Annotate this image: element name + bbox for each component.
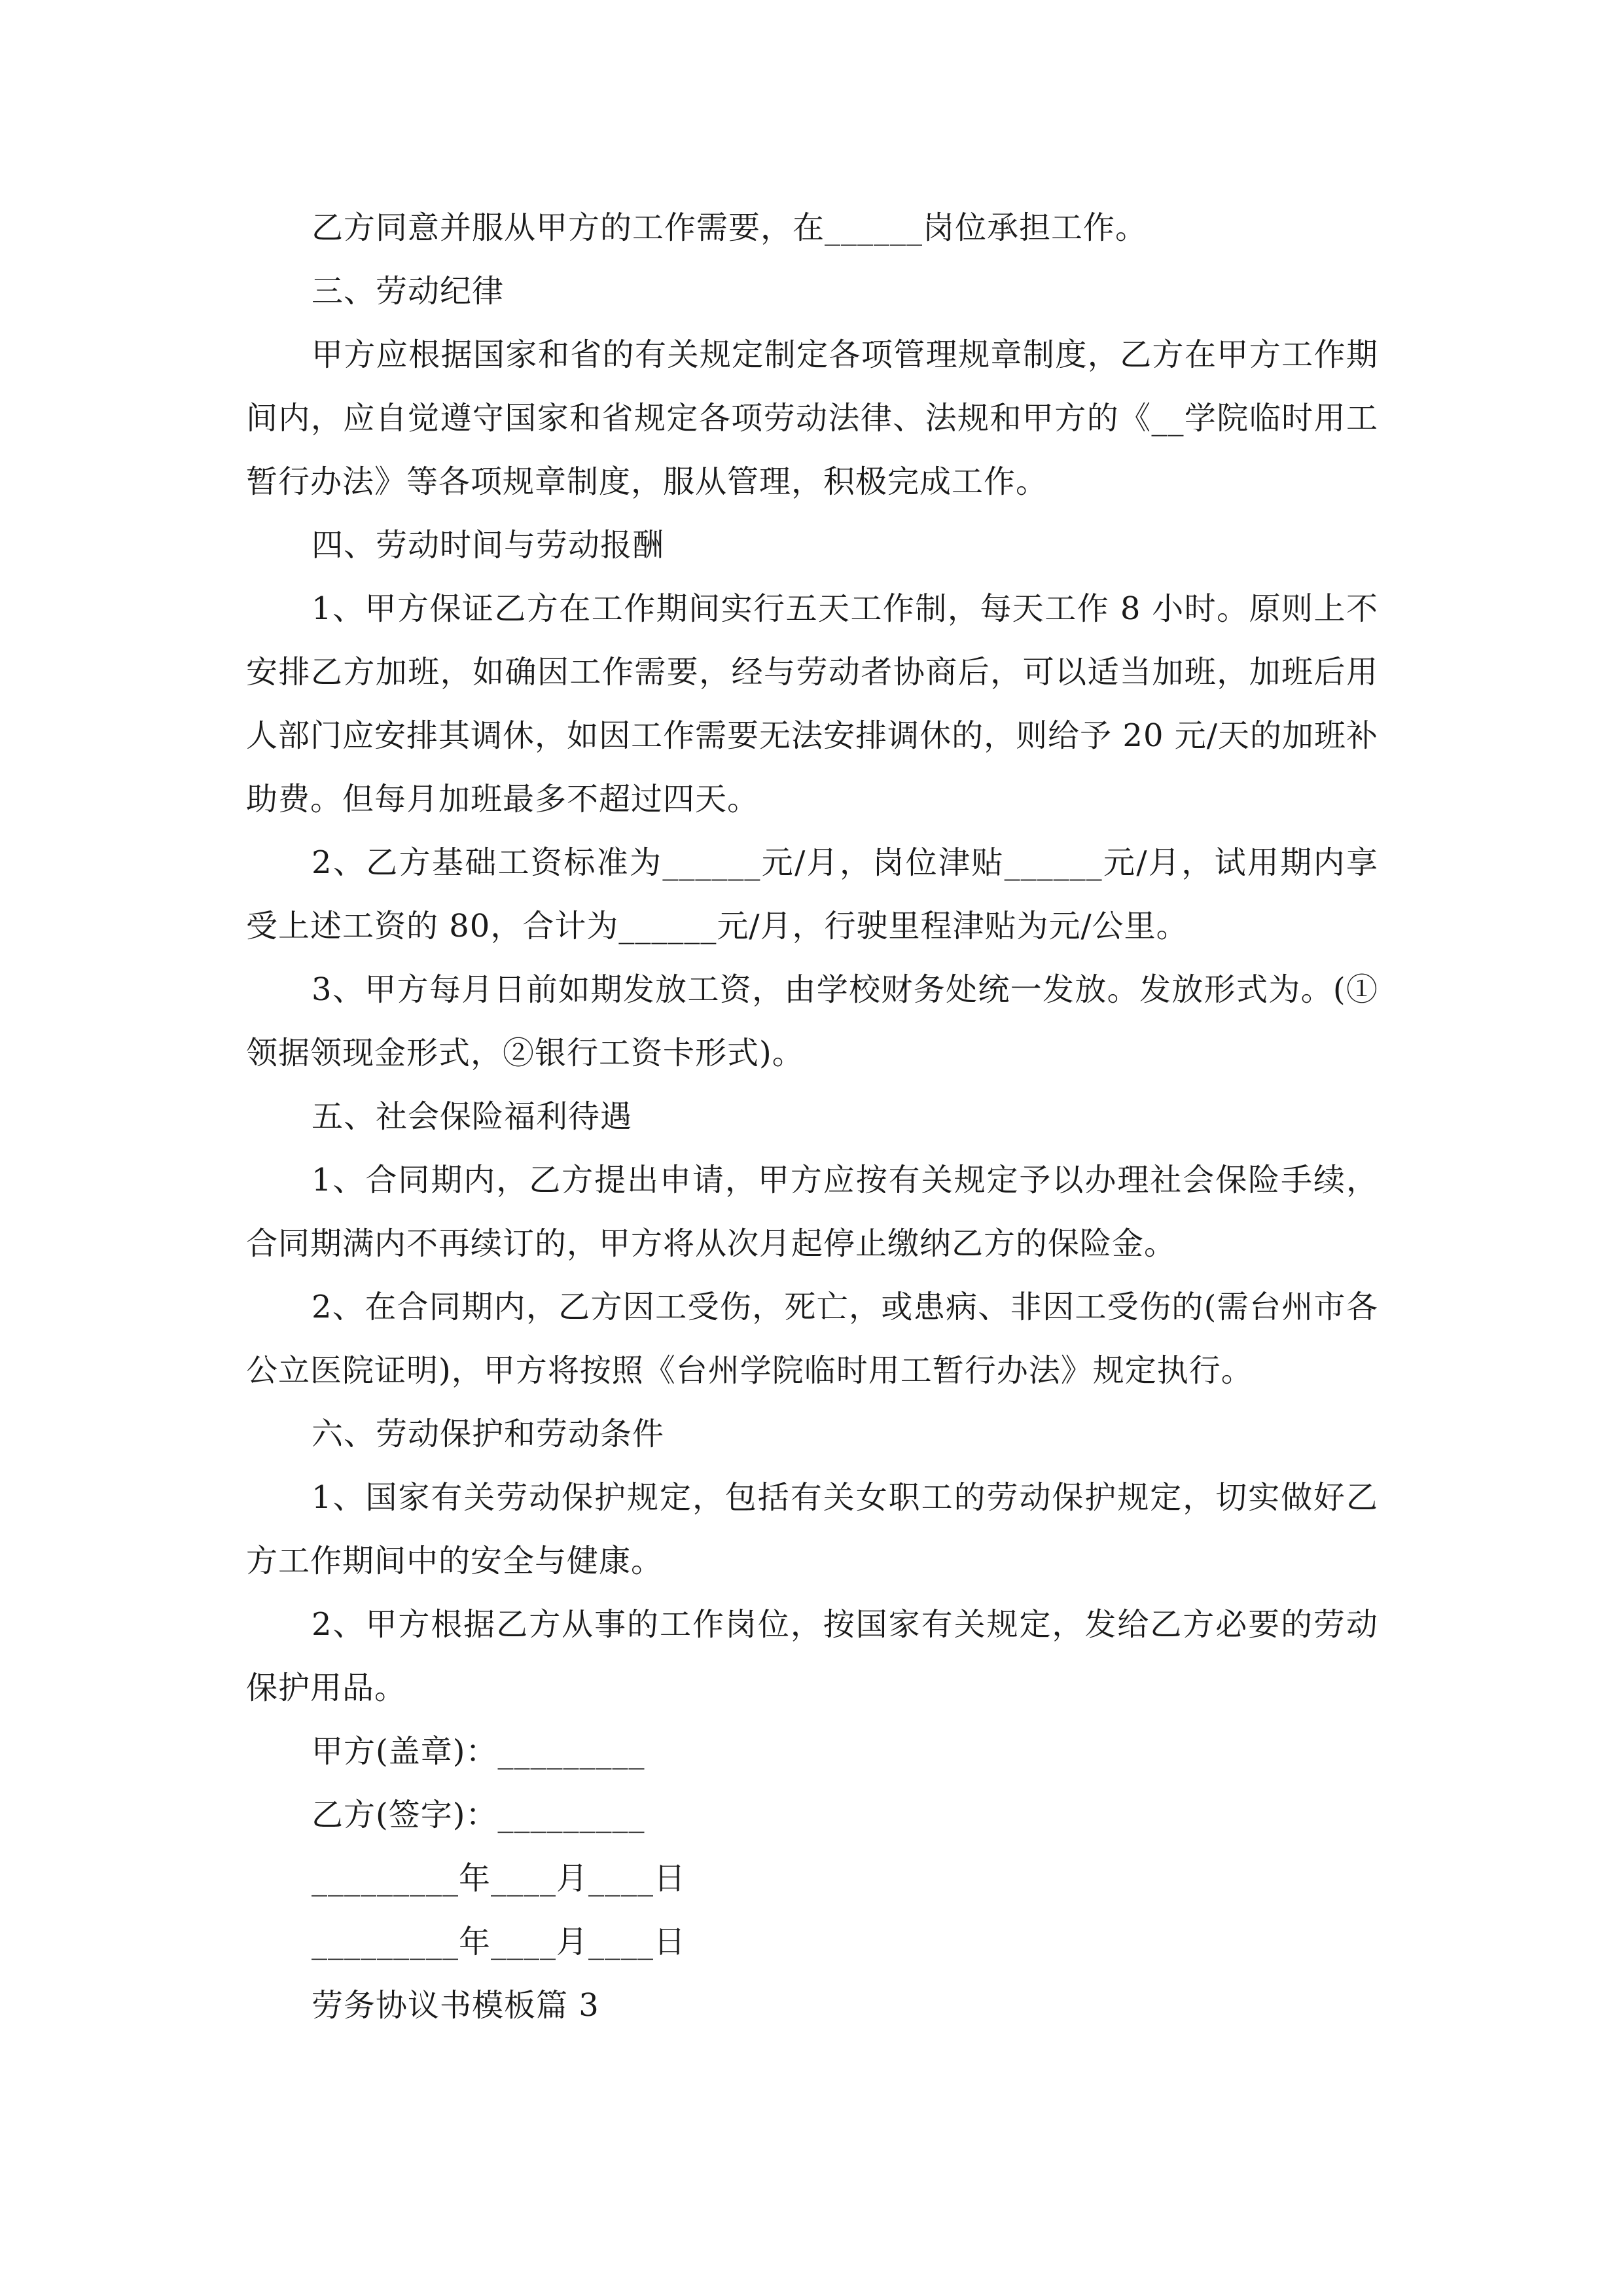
signature-date-2: _________年____月____日 xyxy=(312,1924,687,1960)
paragraph-insurance-procedure: 1、合同期内，乙方提出申请，甲方应按有关规定予以办理社会保险手续，合同期满内不再续订的，甲方将从次月起停止缴纳乙方的保险金。 xyxy=(246,1162,1378,1262)
document-body xyxy=(246,196,1378,2037)
signature-date-1: _________年____月____日 xyxy=(312,1860,687,1897)
heading-work-time-pay: 四、劳动时间与劳动报酬 xyxy=(312,527,665,564)
heading-social-insurance: 五、社会保险福利待遇 xyxy=(312,1098,633,1135)
paragraph-work-time: 1、甲方保证乙方在工作期间实行五天工作制，每天工作 8 小时。原则上不安排乙方加班，如确因工作需要，经与劳动者协商后，可以适当加班，加班后用人部门应安排其调休，如因工作需要无法安排调休的，则给予 20 元/天的加班补助费。但每月加班最多不超过四天。 xyxy=(246,590,1378,817)
paragraph-base-salary: 2、乙方基础工资标准为______元/月，岗位津贴______元/月，试用期内享受上述工资的 80，合计为______元/月，行驶里程津贴为元/公里。 xyxy=(246,844,1378,944)
paragraph-protection-supplies: 2、甲方根据乙方从事的工作岗位，按国家有关规定，发给乙方必要的劳动保护用品。 xyxy=(246,1606,1378,1706)
heading-labor-protection: 六、劳动保护和劳动条件 xyxy=(312,1416,665,1452)
next-section-title: 劳务协议书模板篇 3 xyxy=(312,1987,599,2024)
signature-party-b: 乙方(签字)：_________ xyxy=(312,1797,645,1833)
signature-party-a: 甲方(盖章)：_________ xyxy=(312,1733,645,1770)
paragraph-labor-discipline: 甲方应根据国家和省的有关规定制定各项管理规章制度，乙方在甲方工作期间内，应自觉遵守国家和省规定各项劳动法律、法规和甲方的《__学院临时用工暂行办法》等各项规章制度，服从管理，积极完成工作。 xyxy=(246,336,1378,500)
heading-labor-discipline: 三、劳动纪律 xyxy=(312,273,505,310)
paragraph-job-position: 乙方同意并服从甲方的工作需要，在______岗位承担工作。 xyxy=(312,209,1148,246)
paragraph-injury-handling: 2、在合同期内，乙方因工受伤，死亡，或患病、非因工受伤的(需台州市各公立医院证明)，甲方将按照《台州学院临时用工暂行办法》规定执行。 xyxy=(246,1289,1378,1389)
paragraph-salary-payment: 3、甲方每月日前如期发放工资，由学校财务处统一发放。发放形式为。(①领据领现金形式，②银行工资卡形式)。 xyxy=(246,971,1378,1071)
paragraph-protection-rules: 1、国家有关劳动保护规定，包括有关女职工的劳动保护规定，切实做好乙方工作期间中的安全与健康。 xyxy=(246,1479,1378,1579)
